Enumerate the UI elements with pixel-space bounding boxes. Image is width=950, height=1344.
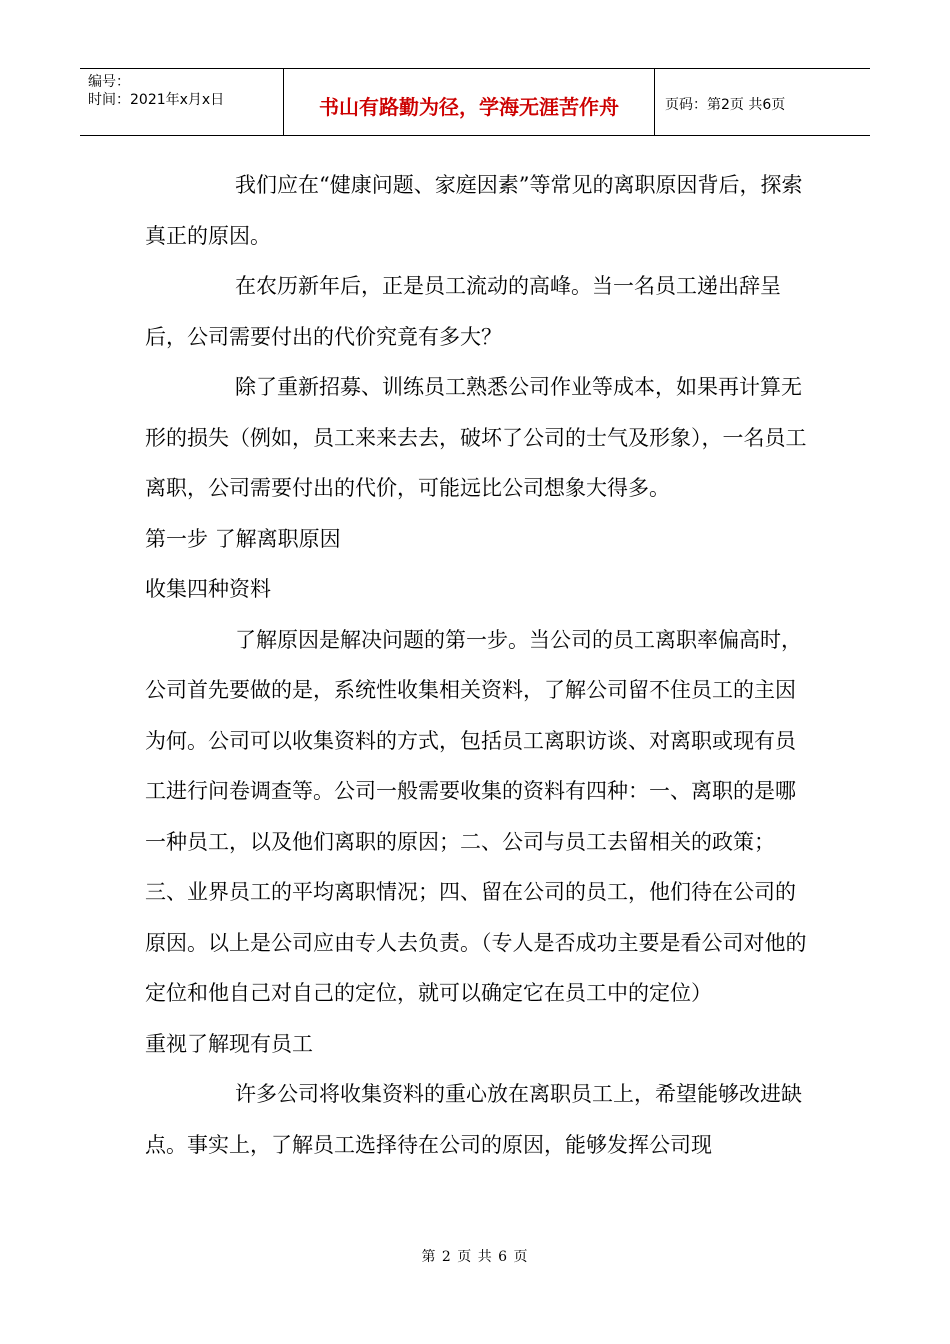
header-motto: 书山有路勤为径，学海无涯苦作舟 <box>319 94 619 119</box>
header-page-cell <box>655 69 870 135</box>
page-header <box>80 68 870 136</box>
header-motto-cell <box>284 69 655 135</box>
document-body <box>145 160 810 1170</box>
body-paragraph: 我们应在“健康问题、家庭因素”等常见的离职原因背后，探索真正的原因。 <box>145 173 803 248</box>
header-page-code: 页码：第2页 共6页 <box>665 97 786 113</box>
body-paragraph: 许多公司将收集资料的重心放在离职员工上，希望能够改进缺点。事实上，了解员工选择待在公司的原因，能够发挥公司现 <box>145 1082 802 1157</box>
body-paragraph: 了解原因是解决问题的第一步。当公司的员工离职率偏高时，公司首先要做的是，系统性收集相关资料，了解公司留不住员工的主因为何。公司可以收集资料的方式，包括员工离职访谈、对离职或现有员工进行问卷调查等。公司一般需要收集的资料有四种：一、离职的是哪一种员工，以及他们离职的原因；二、公司与员工去留相关的政策；三、业界员工的平均离职情况；四、留在公司的员工，他们待在公司的原因。以上是公司应由专人去负责。（专人是否成功主要是看公司对他的定位和他自己对自己的定位，就可以确定它在员工中的定位） <box>145 627 807 1005</box>
document-date-label: 时间：2021年x月x日 <box>88 92 225 108</box>
subsection-heading: 重视了解现有员工 <box>145 1031 313 1056</box>
document-number-label: 编号： <box>88 74 130 90</box>
body-paragraph: 除了重新招募、训练员工熟悉公司作业等成本，如果再计算无形的损失（例如，员工来来去去，破坏了公司的士气及形象），一名员工离职，公司需要付出的代价，可能远比公司想象大得多。 <box>145 375 807 500</box>
body-paragraph: 在农历新年后，正是员工流动的高峰。当一名员工递出辞呈后，公司需要付出的代价究竟有多大？ <box>145 274 781 349</box>
section-heading: 第一步 了解离职原因 <box>145 526 341 551</box>
page-footer: 第 2 页 共 6 页 <box>421 1249 529 1265</box>
subsection-heading: 收集四种资料 <box>145 577 271 601</box>
header-meta-cell <box>80 69 284 135</box>
